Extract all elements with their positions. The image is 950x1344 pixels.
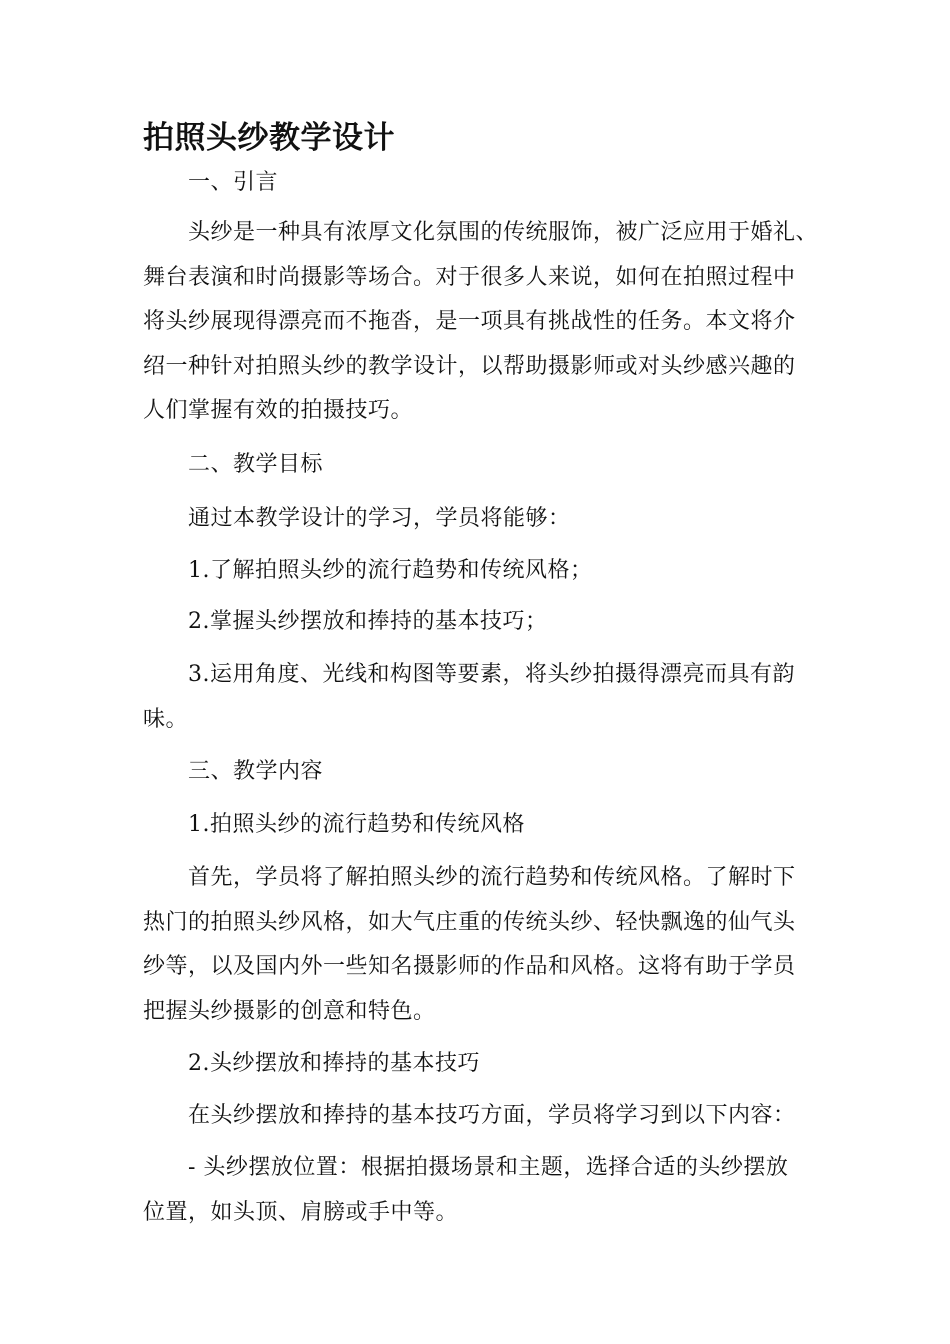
paragraph-line: 舞台表演和时尚摄影等场合。对于很多人来说，如何在拍照过程中 (143, 264, 796, 290)
paragraph-line: 把握头纱摄影的创意和特色。 (143, 998, 436, 1024)
subsection-2-intro: 在头纱摆放和捧持的基本技巧方面，学员将学习到以下内容： (188, 1103, 796, 1128)
subsection-2-item-1 (143, 1146, 803, 1235)
paragraph-line: 味。 (143, 706, 189, 732)
subsection-heading-1: 1.拍照头纱的流行趋势和传统风格 (188, 812, 525, 837)
subsection-1-paragraph (143, 856, 803, 1034)
paragraph-line: 位置，如头顶、肩膀或手中等。 (143, 1199, 459, 1225)
paragraph-line: 头纱是一种具有浓厚文化氛围的传统服饰，被广泛应用于婚礼、 (188, 220, 819, 245)
goal-item-2: 2.掌握头纱摆放和捧持的基本技巧； (188, 609, 548, 634)
paragraph-line: 将头纱展现得漂亮而不拖沓，是一项具有挑战性的任务。本文将介 (143, 309, 796, 334)
document-title: 拍照头纱教学设计 (143, 120, 395, 156)
paragraph-line: 人们掌握有效的拍摄技巧。 (143, 398, 414, 423)
subsection-heading-2: 2.头纱摆放和捧持的基本技巧 (188, 1051, 480, 1076)
goal-item-3 (143, 653, 803, 742)
paragraph-line: 3.运用角度、光线和构图等要素，将头纱拍摄得漂亮而具有韵 (188, 662, 795, 687)
goals-intro: 通过本教学设计的学习，学员将能够： (188, 506, 571, 531)
section-heading-content: 三、教学内容 (188, 759, 324, 784)
paragraph-line: 绍一种针对拍照头纱的教学设计，以帮助摄影师或对头纱感兴趣的 (143, 353, 796, 379)
section-heading-goals: 二、教学目标 (188, 452, 324, 477)
paragraph-line: - 头纱摆放位置：根据拍摄场景和主题，选择合适的头纱摆放 (188, 1155, 789, 1180)
paragraph-line: 热门的拍照头纱风格，如大气庄重的传统头纱、轻快飘逸的仙气头 (143, 909, 796, 935)
goal-item-1: 1.了解拍照头纱的流行趋势和传统风格； (188, 558, 593, 583)
paragraph-line: 首先，学员将了解拍照头纱的流行趋势和传统风格。了解时下 (188, 865, 796, 890)
paragraph-line: 纱等，以及国内外一些知名摄影师的作品和风格。这将有助于学员 (143, 954, 796, 979)
section-heading-introduction: 一、引言 (188, 170, 279, 195)
introduction-paragraph (143, 211, 819, 434)
